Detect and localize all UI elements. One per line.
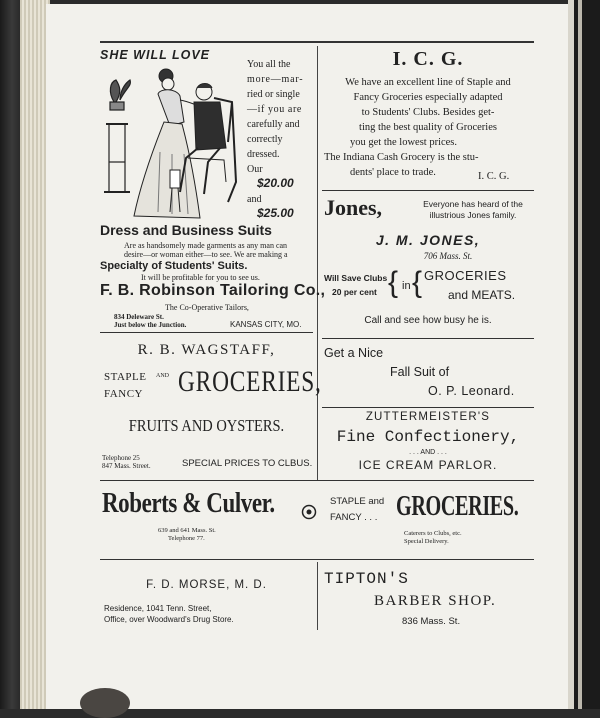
rule-jones-leonard bbox=[322, 338, 534, 339]
robinson-product: Dress and Business Suits bbox=[100, 222, 272, 238]
jones-name: J. M. JONES, bbox=[375, 232, 481, 248]
icg-text-line: to Students' Clubs. Besides get- bbox=[361, 107, 495, 118]
robinson-company: F. B. Robinson Tailoring Co., bbox=[100, 282, 326, 299]
morse-name: F. D. MORSE, M. D. bbox=[146, 579, 267, 591]
zutter-name: ZUTTERMEISTER'S bbox=[365, 411, 491, 423]
jones-footer: Call and see how busy he is. bbox=[364, 315, 492, 326]
robinson-headline: SHE WILL LOVE bbox=[100, 48, 210, 62]
jones-blurb-1: Everyone has heard of the bbox=[423, 199, 523, 209]
jones-in: in bbox=[402, 280, 411, 292]
icg-text-line: you get the lowest prices. bbox=[350, 137, 458, 148]
robinson-price-1: $20.00 bbox=[257, 176, 294, 190]
leonard-line-2: Fall Suit of bbox=[390, 365, 450, 379]
roberts-staple: STAPLE and bbox=[330, 496, 385, 507]
jones-meats: and MEATS. bbox=[448, 288, 516, 302]
roberts-caterers: Caterers to Clubs, etc. bbox=[404, 530, 462, 537]
leonard-line-1: Get a Nice bbox=[324, 346, 384, 360]
brace-left: { bbox=[388, 266, 399, 299]
rule-icg-jones bbox=[322, 190, 534, 191]
robinson-desc-line: Are as handsomely made garments as any man can bbox=[124, 241, 288, 250]
robinson-tagline: The Co-Operative Tailors, bbox=[165, 303, 249, 312]
wagstaff-special: SPECIAL PRICES TO CLBUS. bbox=[182, 458, 313, 469]
thumb-shadow bbox=[80, 688, 130, 718]
robinson-address-2: Just below the Junction. bbox=[114, 321, 187, 329]
morse-office: Office, over Woodward's Drug Store. bbox=[104, 615, 234, 624]
column-divider-lower bbox=[317, 562, 318, 630]
robinson-specialty: Specialty of Students' Suits. bbox=[100, 260, 248, 272]
robinson-and: and bbox=[247, 194, 262, 205]
icg-text-line: The Indiana Cash Grocery is the stu- bbox=[324, 152, 479, 163]
robinson-body-line: carefully and bbox=[247, 119, 300, 130]
roberts-fancy: FANCY . . . bbox=[330, 512, 378, 523]
zutter-parlor: ICE CREAM PARLOR. bbox=[358, 458, 498, 472]
robinson-profit-note: It will be profitable for you to see us. bbox=[141, 273, 260, 282]
jones-clubs-2: 20 per cent bbox=[332, 287, 377, 297]
robinson-body-line: more—mar- bbox=[247, 74, 304, 85]
leonard-line-3: O. P. Leonard. bbox=[428, 384, 515, 398]
tipton-name: TIPTON'S bbox=[324, 570, 409, 588]
roberts-groceries: GROCERIES. bbox=[396, 491, 519, 522]
icg-text-line: Fancy Groceries especially adapted bbox=[353, 92, 503, 103]
tipton-shop: BARBER SHOP. bbox=[374, 593, 497, 609]
wagstaff-fancy: FANCY bbox=[104, 388, 143, 400]
robinson-our: Our bbox=[247, 164, 263, 175]
book-binding bbox=[0, 0, 20, 709]
wagstaff-name: R. B. WAGSTAFF, bbox=[137, 342, 276, 358]
robinson-body-line: ried or single bbox=[247, 89, 300, 100]
wagstaff-staple: STAPLE bbox=[104, 371, 147, 383]
couple-illustration bbox=[100, 62, 240, 222]
robinson-body-line: correctly bbox=[247, 134, 283, 145]
icg-title: I. C. G. bbox=[392, 48, 464, 70]
robinson-address-1: 834 Deleware St. bbox=[114, 313, 164, 321]
zutter-title: Fine Confectionery, bbox=[336, 428, 520, 446]
wagstaff-groceries: GROCERIES, bbox=[178, 365, 322, 398]
roberts-name: Roberts & Culver. bbox=[102, 488, 275, 519]
top-rule bbox=[100, 41, 534, 43]
icg-text-line: ting the best quality of Groceries bbox=[359, 122, 497, 133]
jones-big: Jones, bbox=[324, 195, 383, 220]
icg-text-line: dents' place to trade. bbox=[350, 167, 436, 178]
advertisement-page bbox=[46, 4, 568, 709]
rule-above-roberts bbox=[100, 480, 534, 481]
wagstaff-telephone: Telephone 25 bbox=[102, 454, 140, 462]
roberts-delivery: Special Delivery. bbox=[404, 538, 449, 545]
rule-leonard-zutter bbox=[322, 407, 534, 408]
robinson-price-2: $25.00 bbox=[257, 206, 294, 220]
robinson-desc-line: desire—or woman either—to see. We are making a bbox=[124, 250, 288, 259]
jones-blurb-2: illustrious Jones family. bbox=[429, 210, 517, 220]
roberts-telephone: Telephone 77. bbox=[168, 535, 205, 542]
robinson-body-line: dressed. bbox=[247, 149, 280, 160]
icg-text-line: We have an excellent line of Staple and bbox=[345, 77, 511, 88]
jones-address: 706 Mass. St. bbox=[423, 251, 473, 261]
right-page-edges bbox=[568, 0, 600, 709]
column-divider-upper bbox=[317, 46, 318, 480]
jones-groceries: GROCERIES bbox=[424, 268, 507, 283]
wagstaff-fruits: FRUITS AND OYSTERS. bbox=[128, 416, 285, 435]
brace-right: { bbox=[412, 266, 423, 299]
ornament-icon bbox=[301, 504, 317, 520]
icg-signature: I. C. G. bbox=[478, 171, 510, 182]
rule-below-roberts bbox=[100, 559, 534, 560]
jones-clubs-1: Will Save Clubs bbox=[324, 273, 388, 283]
roberts-address: 639 and 641 Mass. St. bbox=[158, 527, 216, 534]
rule-robinson-wagstaff bbox=[100, 332, 313, 333]
morse-residence: Residence, 1041 Tenn. Street, bbox=[104, 604, 212, 613]
wagstaff-street: 847 Mass. Street. bbox=[102, 462, 151, 470]
robinson-city: KANSAS CITY, MO. bbox=[230, 320, 302, 329]
robinson-body-line: —if you are bbox=[247, 104, 302, 115]
robinson-body-line: You all the bbox=[247, 59, 291, 70]
wagstaff-and: AND bbox=[156, 373, 169, 379]
tipton-address: 836 Mass. St. bbox=[402, 616, 461, 627]
zutter-and: . . . AND . . . bbox=[409, 449, 447, 456]
